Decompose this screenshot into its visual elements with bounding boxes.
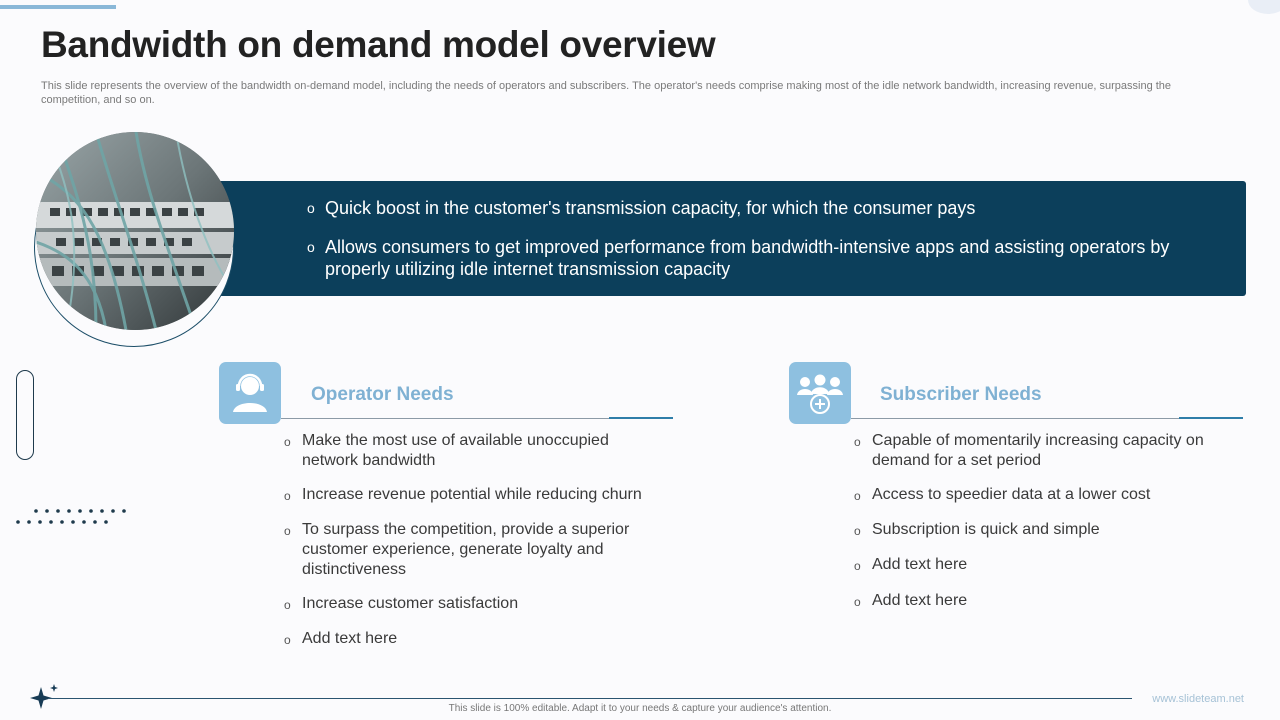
subscriber-heading-accent bbox=[1179, 417, 1243, 419]
bullet-icon: o bbox=[854, 559, 861, 573]
subscriber-need-item bbox=[854, 520, 1252, 540]
operator-need-text: Increase customer satisfaction bbox=[302, 595, 519, 612]
banner-item-text: Quick boost in the customer's transmission capacity, for which the consumer pays bbox=[325, 198, 976, 218]
operator-need-item bbox=[284, 629, 662, 649]
bullet-icon: o bbox=[284, 435, 291, 449]
subscriber-need-text: Subscription is quick and simple bbox=[872, 521, 1100, 538]
operator-need-text: Increase revenue potential while reducing churn bbox=[302, 486, 642, 503]
subscriber-need-item bbox=[854, 431, 1232, 471]
pill-decoration bbox=[16, 370, 34, 460]
bullet-icon: o bbox=[284, 633, 291, 647]
subscriber-need-item bbox=[854, 591, 1252, 611]
network-switch-illustration bbox=[36, 132, 234, 330]
operator-need-item bbox=[284, 594, 662, 614]
dots-decoration bbox=[14, 505, 130, 527]
operator-need-text: Make the most use of available unoccupied network bandwidth bbox=[302, 432, 609, 469]
operator-need-text: To surpass the competition, provide a superior customer experience, generate loyalty and distinctiveness bbox=[302, 521, 630, 578]
corner-decoration bbox=[1248, 0, 1280, 14]
user-group-add-icon bbox=[789, 362, 851, 424]
slide-title: Bandwidth on demand model overview bbox=[41, 24, 716, 65]
footer-rule bbox=[48, 698, 1132, 699]
banner-item bbox=[307, 197, 1225, 219]
bullet-icon: o bbox=[854, 524, 861, 538]
operator-need-text: Add text here bbox=[302, 630, 398, 647]
bullet-icon: o bbox=[284, 598, 291, 612]
bullet-icon: o bbox=[284, 489, 291, 503]
operator-need-item bbox=[284, 520, 662, 580]
subscriber-need-text: Add text here bbox=[872, 556, 968, 573]
bullet-icon: o bbox=[854, 595, 861, 609]
footer-note: This slide is 100% editable. Adapt it to your needs & capture your audience's attention. bbox=[448, 703, 832, 714]
banner-item-text: Allows consumers to get improved performance from bandwidth-intensive apps and assisting operators by properly utilizing idle internet transmission capacity bbox=[325, 237, 1170, 279]
summary-banner bbox=[190, 181, 1246, 296]
bullet-icon: o bbox=[854, 489, 861, 503]
subscriber-needs-heading: Subscriber Needs bbox=[880, 384, 1042, 405]
subscriber-need-item bbox=[854, 485, 1252, 505]
bullet-icon: o bbox=[307, 239, 315, 255]
subscriber-need-text: Add text here bbox=[872, 592, 968, 609]
operator-need-item bbox=[284, 485, 682, 505]
bullet-icon: o bbox=[307, 200, 315, 216]
subscriber-need-text: Access to speedier data at a lower cost bbox=[872, 486, 1151, 503]
bullet-icon: o bbox=[284, 524, 291, 538]
top-accent-bar bbox=[0, 5, 116, 9]
subscriber-need-text: Capable of momentarily increasing capacity on demand for a set period bbox=[872, 432, 1204, 469]
banner-item bbox=[307, 236, 1225, 280]
operator-heading-accent bbox=[609, 417, 673, 419]
slide-subtitle: This slide represents the overview of the bandwidth on-demand model, including the needs of operators and subscribers. The operator's needs comprise making most of the idle network bandwidth, increasing revenue, surpassing the competition, and so on. bbox=[41, 80, 1172, 106]
footer-website-link[interactable]: www.slideteam.net bbox=[1152, 693, 1244, 705]
subscriber-need-item bbox=[854, 555, 1252, 575]
bullet-icon: o bbox=[854, 435, 861, 449]
operator-need-item bbox=[284, 431, 662, 471]
headset-user-icon bbox=[219, 362, 281, 424]
network-switch-photo bbox=[36, 132, 234, 330]
operator-needs-heading: Operator Needs bbox=[311, 384, 454, 405]
